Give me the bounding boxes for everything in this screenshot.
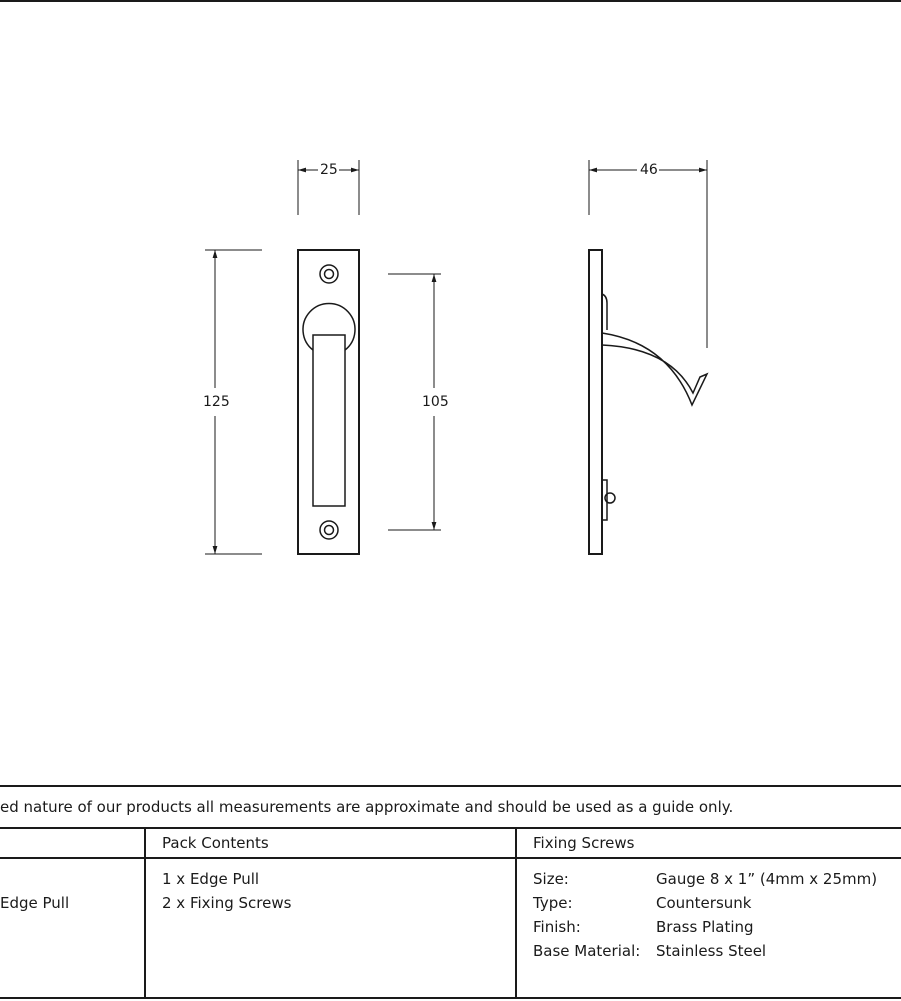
spec-value: Brass Plating <box>656 918 754 936</box>
spec-value: Stainless Steel <box>656 942 767 960</box>
pack-item: 1 x Edge Pull <box>162 870 260 888</box>
spec-label: Type: <box>533 894 573 912</box>
height-label: 125 <box>203 394 230 410</box>
spec-value: Gauge 8 x 1” (4mm x 25mm) <box>656 870 878 888</box>
table-header-bottom-border <box>0 857 901 859</box>
side-view <box>589 250 707 554</box>
spec-label: Finish: <box>533 918 581 936</box>
spec-label: Base Material: <box>533 942 641 960</box>
fixing-screws-header: Fixing Screws <box>533 834 635 852</box>
spec-label: Size: <box>533 870 569 888</box>
spec-value: Countersunk <box>656 894 752 912</box>
pack-item: 2 x Fixing Screws <box>162 894 292 912</box>
depth-label: 46 <box>640 162 658 178</box>
table-column-divider <box>144 827 146 999</box>
centres-label: 105 <box>422 394 449 410</box>
table-header-top-border <box>0 827 901 829</box>
table-column-divider <box>515 827 517 999</box>
front-view <box>298 250 359 554</box>
product-name: Edge Pull <box>0 894 70 912</box>
table-bottom-border <box>0 997 901 999</box>
width-label: 25 <box>320 162 338 178</box>
disclaimer-text: ed nature of our products all measurements are approximate and should be used as a guide only. <box>0 798 734 816</box>
pack-contents-header: Pack Contents <box>162 834 269 852</box>
table-top-border <box>0 785 901 787</box>
